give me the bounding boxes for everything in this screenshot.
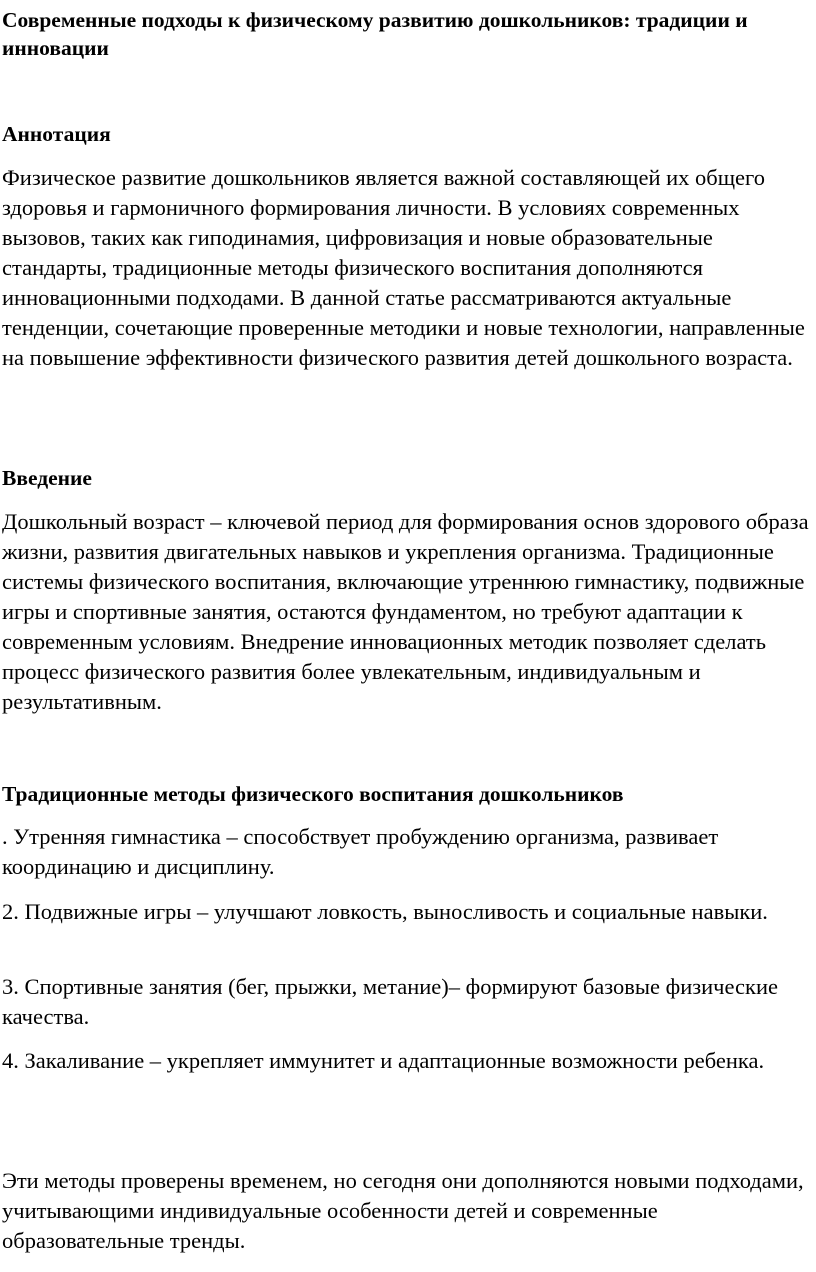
method-item-morning-exercise: . Утренняя гимнастика – способствует пробуждению организма, развивает координацию и дисциплину. — [2, 824, 719, 879]
annotation-heading: Аннотация — [2, 122, 111, 146]
introduction-text: Дошкольный возраст – ключевой период для формирования основ здорового образа жизни, развития двигательных навыков и укрепления организма. Традиционные системы физического воспитания, включающие утреннюю гимнастику, подвижные игры и спортивные занятия, остаются фундаментом, но требуют адаптации к современным условиям. Внедрение инновационных методик позволяет сделать процесс физического развития более увлекательным, индивидуальным и результативным. — [2, 509, 809, 714]
traditional-methods-heading: Традиционные методы физического воспитания дошкольников — [2, 782, 624, 806]
method-item-sport-classes: 3. Спортивные занятия (бег, прыжки, метание)– формируют базовые физические качества. — [2, 974, 778, 1029]
method-item-active-games: 2. Подвижные игры – улучшают ловкость, выносливость и социальные навыки. — [2, 899, 768, 924]
document-title: Современные подходы к физическому развитию дошкольников: традиции и инновации — [2, 8, 748, 60]
annotation-text: Физическое развитие дошкольников является важной составляющей их общего здоровья и гармоничного формирования личности. В условиях современных вызовов, таких как гиподинамия, цифровизация и новые образовательные стандарты, традиционные методы физического воспитания дополняются инновационными подходами. В данной статье рассматриваются актуальные тенденции, сочетающие проверенные методики и новые технологии, направленные на повышение эффективности физического развития детей дошкольного возраста. — [2, 165, 805, 370]
method-item-hardening: 4. Закаливание – укрепляет иммунитет и адаптационные возможности ребенка. — [2, 1048, 765, 1073]
introduction-heading: Введение — [2, 466, 92, 490]
traditional-methods-conclusion: Эти методы проверены временем, но сегодня они дополняются новыми подходами, учитывающими индивидуальные особенности детей и современные образовательные тренды. — [2, 1168, 804, 1253]
